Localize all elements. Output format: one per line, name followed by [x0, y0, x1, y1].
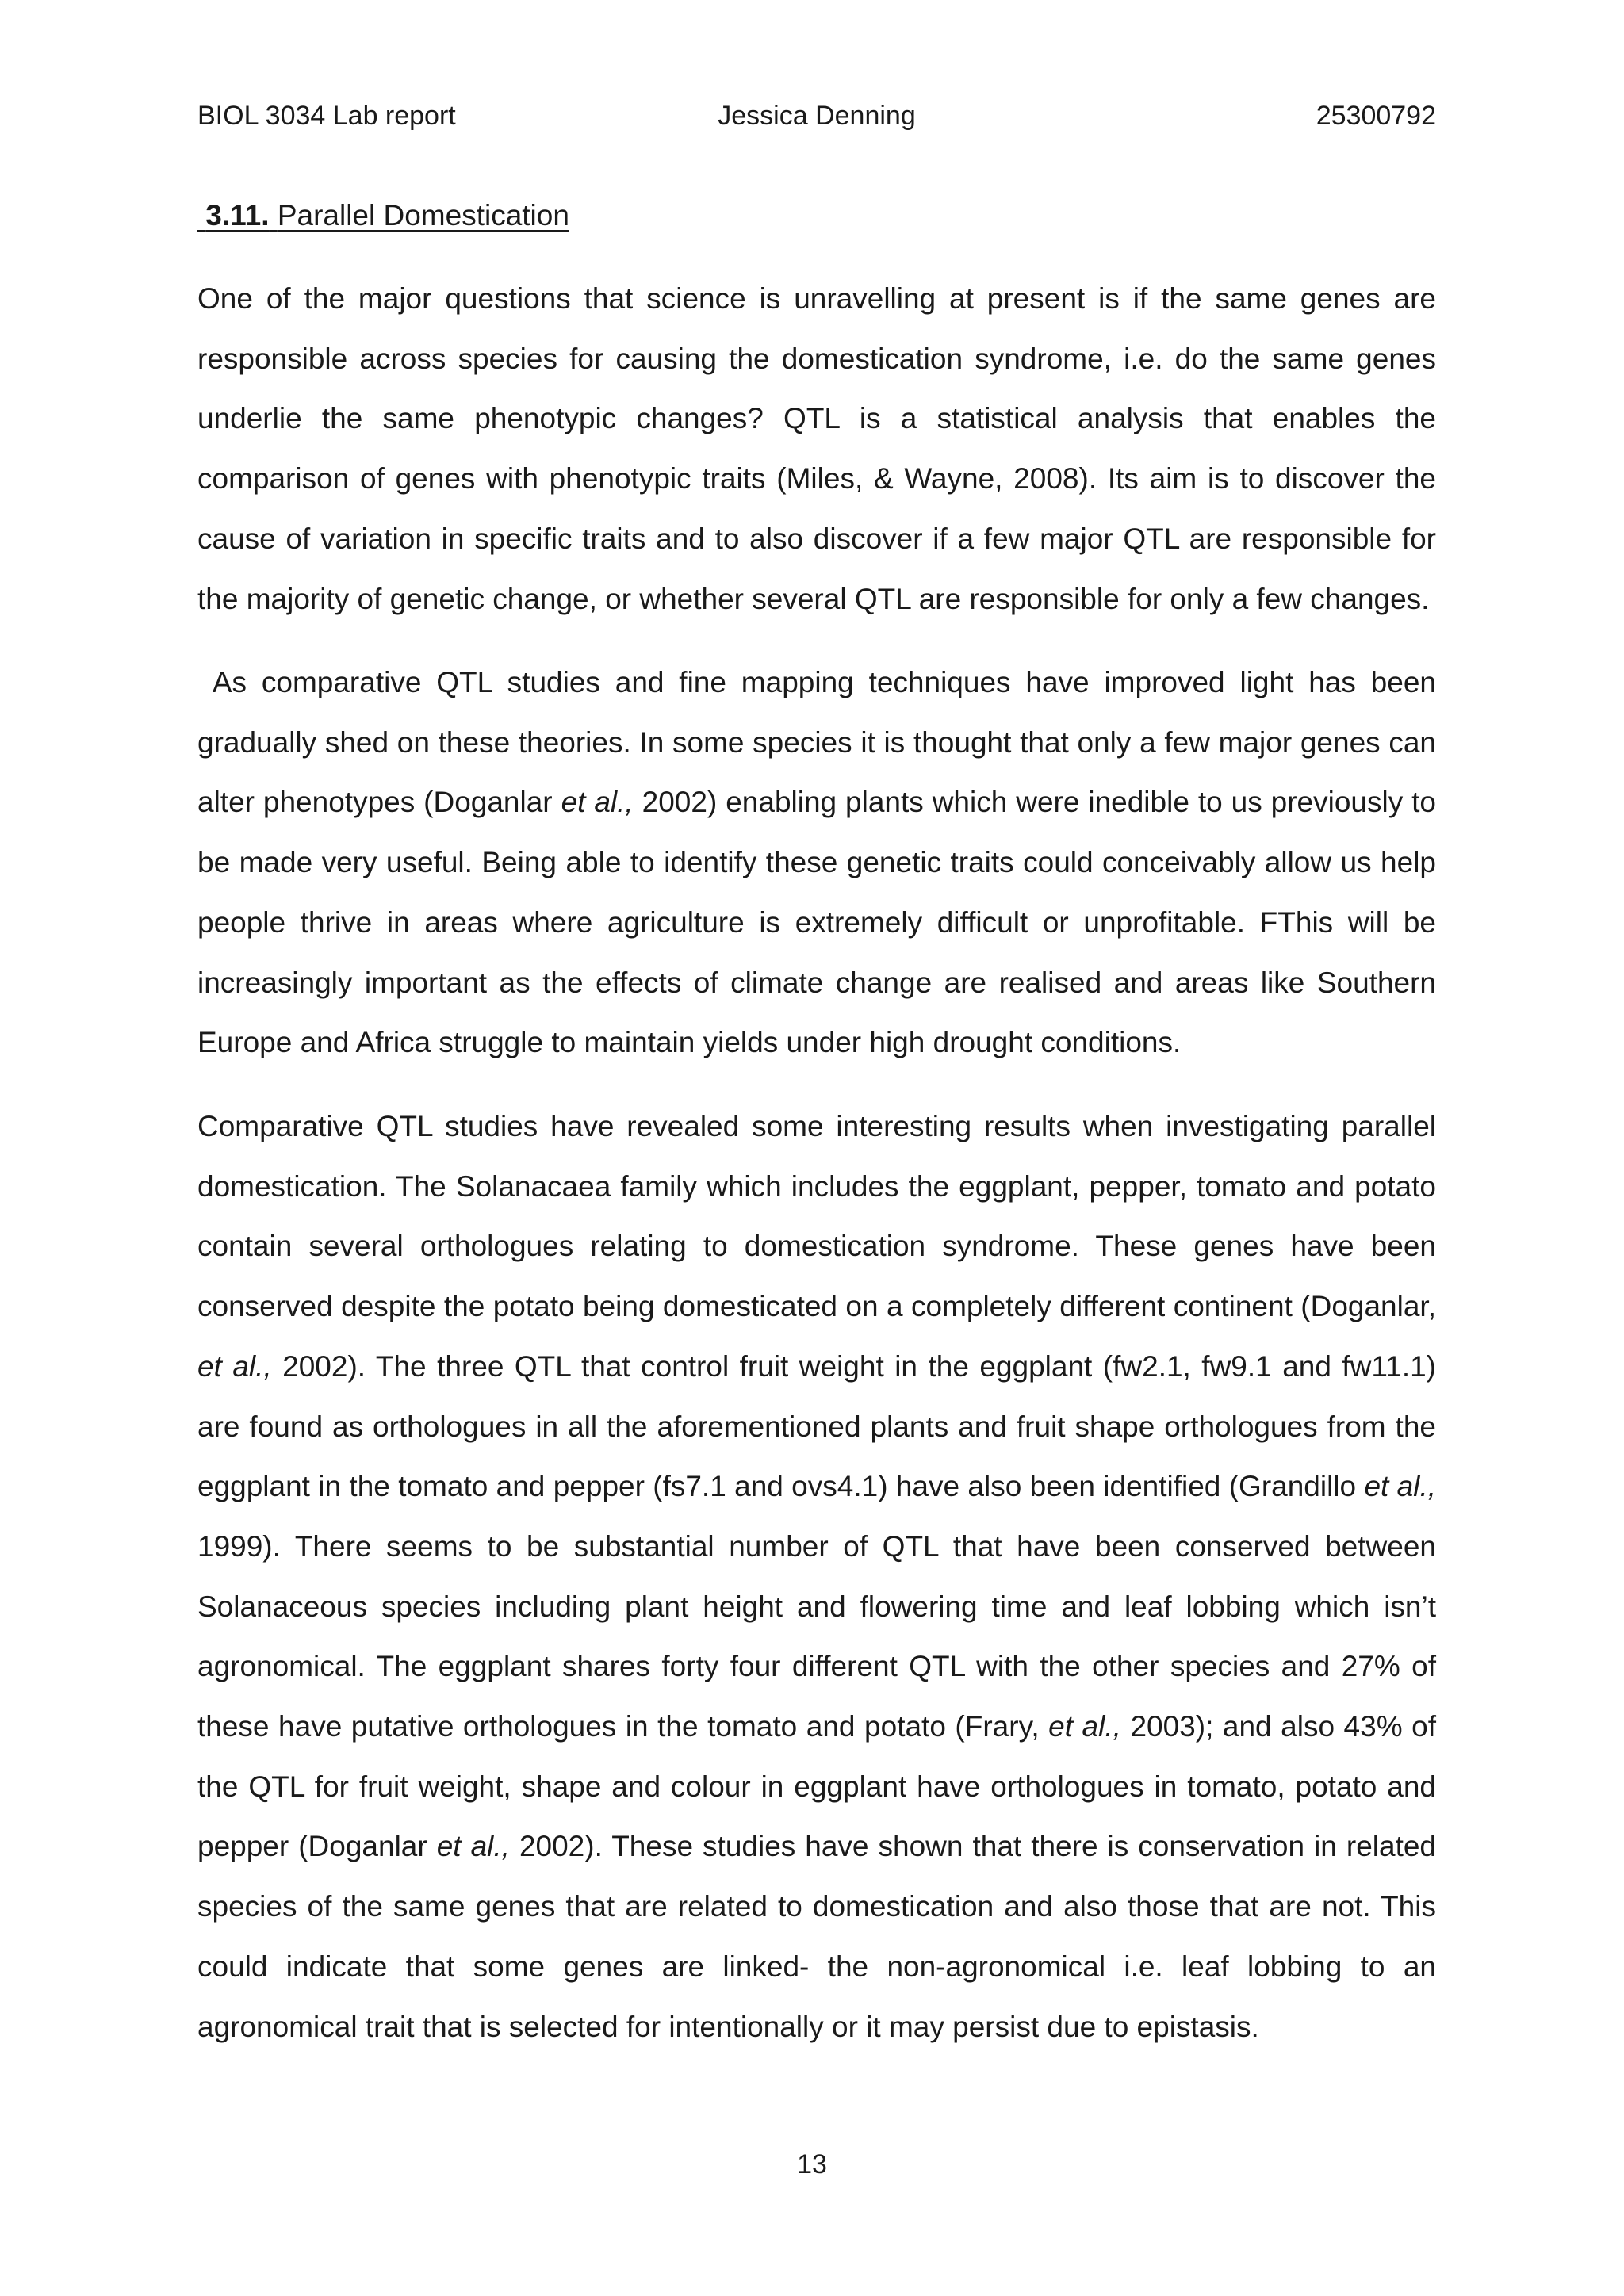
section-number: 3.11.: [205, 199, 270, 232]
paragraph-2-text-1: As comparative QTL studies and fine mapping techniques have improved light has been gradually shed on these theories. In some species it is thought that only a few major genes can alter phenotypes (Doganlar: [197, 666, 1436, 819]
paragraph-3-text-4: 2003); and also 43% of the QTL for fruit weight, shape and colour in eggplant have orthologues in tomato, potato and pepper (Doganlar: [197, 1710, 1436, 1863]
paragraph-3-text-1: Comparative QTL studies have revealed some interesting results when investigating parallel domestication. The Solanacaea family which includes the eggplant, pepper, tomato and potato contain several orthologues relating to domestication syndrome. These genes have been conserved despite the potato being domesticated on a completely different continent (Doganlar,: [197, 1110, 1436, 1323]
paragraph-3-text-3: 1999). There seems to be substantial number of QTL that have been conserved between Solanaceous species including plant height and flowering time and leaf lobbing which isn’t agronomical. The eggplant shares forty four different QTL with the other species and 27% of these have putative orthologues in the tomato and potato (Frary,: [197, 1529, 1436, 1743]
citation-et-al: et al.,: [561, 786, 634, 819]
paragraph-2-text-2: 2002) enabling plants which were inedible to us previously to be made very useful. Being able to identify these genetic traits could conceivably allow us help people thrive in areas where agriculture is extremely difficult or unprofitable. FThis will be increasingly important as the effects of climate change are realised and areas like Southern Europe and Africa struggle to maintain yields under high drought conditions.: [197, 786, 1436, 1059]
paragraph-3: [197, 1096, 1436, 2057]
header-student-id: 25300792: [1316, 101, 1436, 131]
paragraph-3-text-5: 2002). These studies have shown that there is conservation in related species of the same genes that are related to domestication and also those that are not. This could indicate that some genes are linked- the non-agronomical i.e. leaf lobbing to an agronomical trait that is selected for intentionally or it may persist due to epistasis.: [197, 1830, 1437, 2043]
page-number: 13: [797, 2149, 827, 2179]
section-title: Parallel Domestication: [277, 199, 569, 232]
paragraph-1: One of the major questions that science is unravelling at present is if the same genes are responsible across species for causing the domestication syndrome, i.e. do the same genes underlie the same phenotypic changes? QTL is a statistical analysis that enables the comparison of genes with phenotypic traits (Miles, & Wayne, 2008). Its aim is to discover the cause of variation in specific traits and to also discover if a few major QTL are responsible for the majority of genetic change, or whether several QTL are responsible for only a few changes.: [197, 282, 1436, 615]
paragraph-2: [197, 652, 1436, 1073]
paragraph-3-text-2: 2002). The three QTL that control fruit weight in the eggplant (fw2.1, fw9.1 and fw11.1) are found as orthologues in all the aforementioned plants and fruit shape orthologues from the eggplant in the tomato and pepper (fs7.1 and ovs4.1) have also been identified (Grandillo: [197, 1349, 1436, 1503]
citation-et-al: et al.,: [1364, 1470, 1437, 1503]
header-course: BIOL 3034 Lab report: [197, 101, 456, 131]
header-author: Jessica Denning: [718, 101, 916, 131]
citation-et-al: et al.,: [436, 1830, 510, 1863]
page-header: [197, 97, 1436, 135]
section-heading: [197, 195, 569, 236]
citation-et-al: et al.,: [1048, 1710, 1121, 1743]
citation-et-al: et al.,: [197, 1349, 272, 1383]
